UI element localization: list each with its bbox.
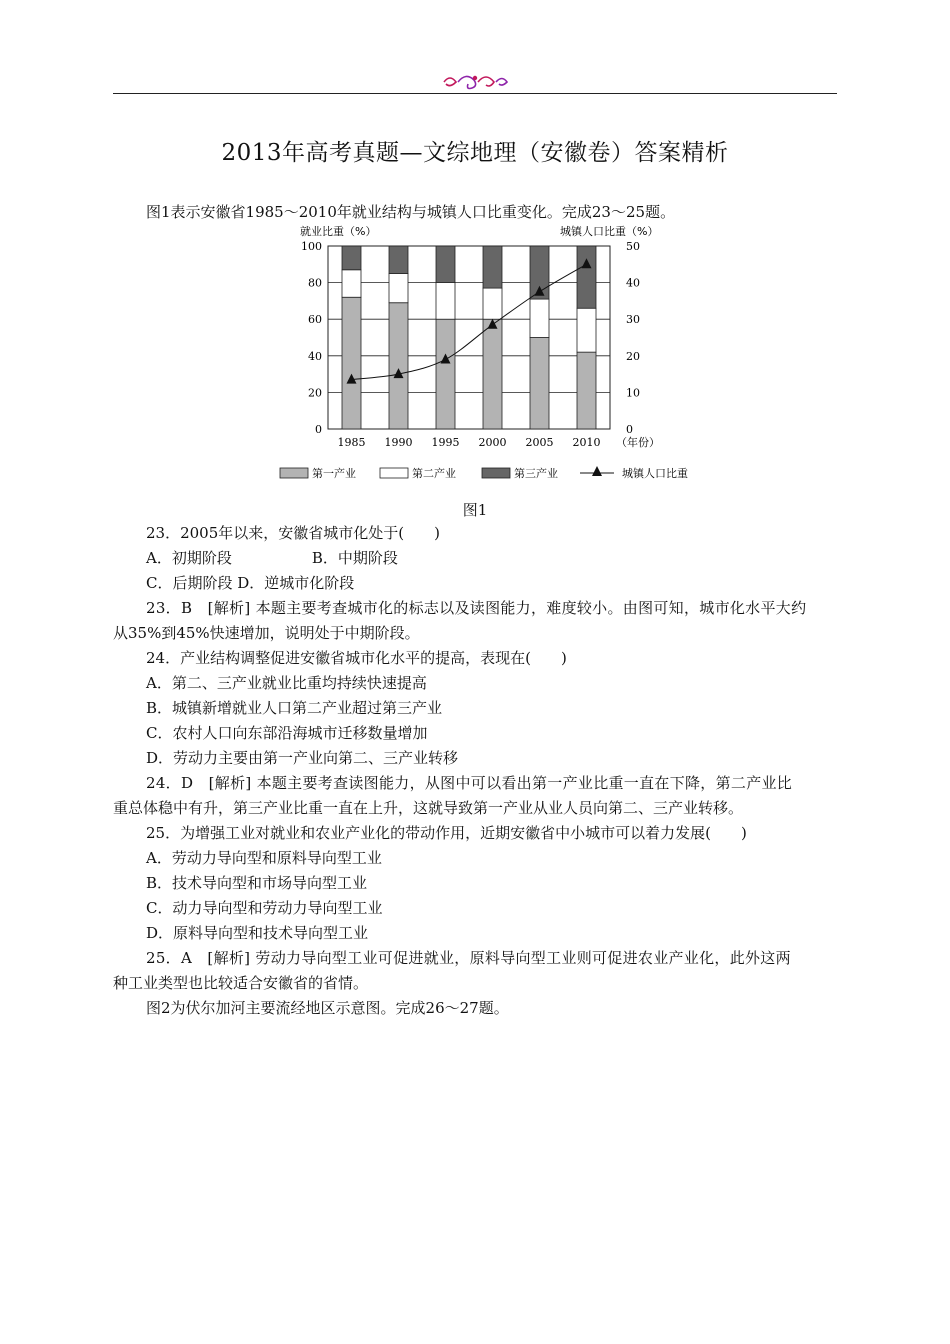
bar-segment <box>436 246 455 283</box>
q23-option-b: B．中期阶段 <box>311 549 398 567</box>
bar-segment <box>530 299 549 337</box>
q24-option-a: A．第二、三产业就业比重均持续快速提高 <box>146 674 427 692</box>
legend-triangle-icon <box>592 466 602 476</box>
y-tick-label: 100 <box>301 240 322 253</box>
y-tick-label: 40 <box>308 349 322 363</box>
x-tick-label: 1995 <box>431 436 460 449</box>
bar-segment <box>530 338 549 430</box>
q24-option-c: C．农村人口向东部沿海城市迁移数量增加 <box>146 724 428 742</box>
x-tick-label: 2010 <box>572 436 601 449</box>
flourish-icon <box>440 70 510 92</box>
y2-tick-label: 20 <box>626 349 640 363</box>
q24-answer-line2: 重总体稳中有升，第三产业比重一直在上升，这就导致第一产业从业人员向第二、三产业转移。 <box>113 799 744 817</box>
legend <box>280 466 688 480</box>
bar-segment <box>342 246 361 270</box>
y2-tick-label: 0 <box>626 423 633 436</box>
q24-option-b: B．城镇新增就业人口第二产业超过第三产业 <box>146 699 443 717</box>
x-tick-label: 1990 <box>384 436 413 449</box>
bar-segment <box>483 319 502 429</box>
bar-segment <box>577 246 596 308</box>
employment-urbanization-chart <box>270 220 710 490</box>
bar-segment <box>483 288 502 319</box>
bar-segment <box>389 303 408 429</box>
y2-tick-label: 40 <box>626 276 640 290</box>
y2-tick-label: 50 <box>626 240 640 253</box>
y2-tick-label: 10 <box>626 386 640 400</box>
legend-label-urban: 城镇人口比重 <box>622 467 688 480</box>
q23-options-ab <box>113 546 837 571</box>
legend-label-tertiary: 第三产业 <box>514 467 558 480</box>
legend-label-primary: 第一产业 <box>312 467 356 480</box>
q23-option-a: A．初期阶段 <box>146 549 232 567</box>
q24-option-d: D．劳动力主要由第一产业向第二、三产业转移 <box>146 749 459 767</box>
plot-frame <box>328 246 610 429</box>
q25-answer-line2: 种工业类型也比较适合安徽省的省情。 <box>113 974 369 992</box>
bar-segment <box>436 319 455 429</box>
q25-option-d: D．原料导向型和技术导向型工业 <box>146 924 369 942</box>
urbanization-line <box>352 264 587 379</box>
intro2-text: 图2为伏尔加河主要流经地区示意图。完成26～27题。 <box>146 999 509 1017</box>
q25-option-c: C．动力导向型和劳动力导向型工业 <box>146 899 383 917</box>
legend-swatch-tertiary <box>482 468 510 478</box>
q24-answer-line1: 24．D [解析] 本题主要考查读图能力，从图中可以看出第一产业比重一直在下降，第二产业比 <box>146 774 793 792</box>
bar-segment <box>342 297 361 429</box>
bar-segment <box>389 246 408 273</box>
q23-options-cd: C．后期阶段 D．逆城市化阶段 <box>146 574 355 592</box>
bar-segment <box>483 246 502 288</box>
legend-swatch-secondary <box>380 468 408 478</box>
bar-segment <box>342 270 361 297</box>
y-tick-label: 20 <box>308 386 322 400</box>
x-tick-label: 1985 <box>337 436 366 449</box>
q23-stem: 23．2005年以来，安徽省城市化处于( ) <box>146 524 440 542</box>
legend-swatch-primary <box>280 468 308 478</box>
x-tick-label: 2000 <box>478 436 507 449</box>
y-tick-label: 80 <box>308 276 322 290</box>
y-axis-label: 就业比重（%） <box>300 225 377 238</box>
x-axis-unit: （年份） <box>616 436 660 449</box>
y-tick-label: 0 <box>315 423 322 436</box>
header-rule <box>113 93 837 94</box>
bar-segment <box>577 352 596 429</box>
q25-answer-line1: 25．A [解析] 劳动力导向型工业可促进就业，原料导向型工业则可促进农业产业化，此外这两 <box>146 949 791 967</box>
figure-caption: 图1 <box>462 501 488 519</box>
q25-stem: 25．为增强工业对就业和农业产业化的带动作用，近期安徽省中小城市可以着力发展( ) <box>146 824 747 842</box>
bar-segment <box>389 273 408 302</box>
bar-segment <box>436 283 455 320</box>
q25-option-a: A．劳动力导向型和原料导向型工业 <box>146 849 382 867</box>
q23-answer-line2: 从35%到45%快速增加，说明处于中期阶段。 <box>113 624 420 642</box>
page-title: 2013年高考真题—文综地理（安徽卷）答案精析 <box>221 140 729 166</box>
y-tick-label: 60 <box>308 313 322 327</box>
legend-label-secondary: 第二产业 <box>412 467 456 480</box>
y2-axis-label: 城镇人口比重（%） <box>560 225 659 238</box>
q25-option-b: B．技术导向型和市场导向型工业 <box>146 874 368 892</box>
x-tick-label: 2005 <box>525 436 554 449</box>
intro-text: 图1表示安徽省1985～2010年就业结构与城镇人口比重变化。完成23～25题。 <box>146 203 676 221</box>
questions-body <box>113 521 837 1021</box>
q24-stem: 24．产业结构调整促进安徽省城市化水平的提高，表现在( ) <box>146 649 567 667</box>
q23-answer-line1: 23．B [解析] 本题主要考查城市化的标志以及读图能力，难度较小。由图可知，城市化水平大约 <box>146 599 807 617</box>
y2-tick-label: 30 <box>626 313 640 327</box>
bar-segment <box>577 308 596 352</box>
